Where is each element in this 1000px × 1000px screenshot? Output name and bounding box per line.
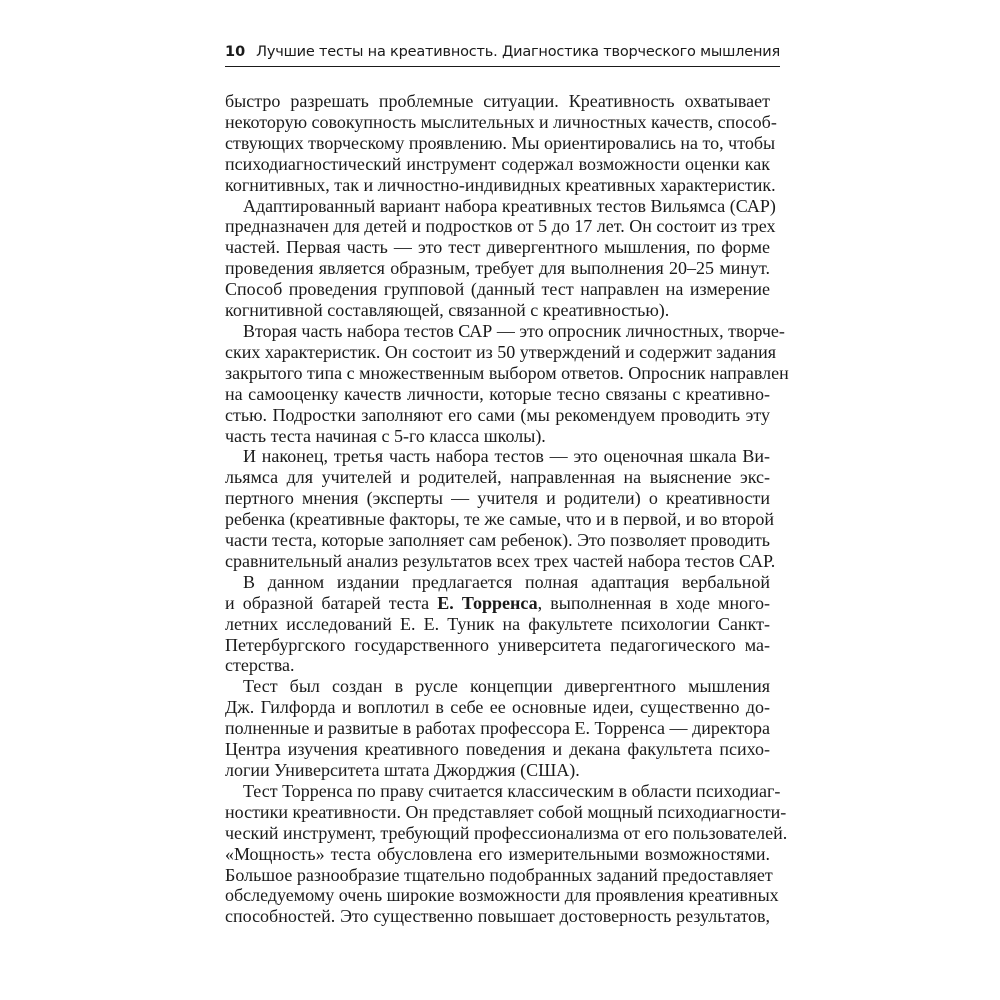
text-run: , выполненная в ходе много- xyxy=(537,592,771,613)
text-run: Петербургского государственного университета педагогического ма- xyxy=(225,634,770,655)
text-line xyxy=(225,216,776,237)
text-run: обследуемому очень широкие возможности для проявления креативных xyxy=(225,885,779,906)
text-line xyxy=(225,405,770,426)
text-line xyxy=(225,635,770,656)
text-line xyxy=(225,195,776,217)
text-line xyxy=(225,885,779,906)
text-run: ностики креативности. Он представляет собой мощный психодиагности- xyxy=(225,801,787,822)
text-line xyxy=(225,864,773,886)
text-line xyxy=(225,111,777,133)
text-line xyxy=(225,550,776,572)
text-line xyxy=(225,446,770,467)
text-line xyxy=(225,341,776,363)
text-line xyxy=(225,801,787,823)
text-run: частей. Первая часть — это тест дивергентного мышления, по форме xyxy=(225,237,770,258)
text-line xyxy=(225,174,776,196)
text-run: стью. Подростки заполняют его сами (мы рекомендуем проводить эту xyxy=(225,404,770,425)
running-header-title: Лучшие тесты на креативность. Диагностика творческого мышления xyxy=(256,44,780,60)
text-run: логии Университета штата Джорджия (США). xyxy=(225,760,580,780)
text-line xyxy=(225,760,770,781)
paragraph xyxy=(225,572,770,677)
text-run: Большое разнообразие тщательно подобранных заданий предоставляет xyxy=(225,864,773,885)
page-number: 10 xyxy=(225,44,246,60)
text-line xyxy=(225,300,770,321)
text-run: «Мощность» теста обусловлена его измерительными возможностями. xyxy=(225,843,770,864)
paragraph xyxy=(225,320,789,446)
text-line xyxy=(225,237,770,258)
text-run: когнитивной составляющей, связанной с креативностью). xyxy=(225,300,670,321)
text-line xyxy=(225,467,770,488)
text-line xyxy=(225,384,770,405)
text-line xyxy=(225,320,785,342)
text-run: ческий инструмент, требующий профессионализма от его пользователей. xyxy=(225,822,788,843)
text-run: когнитивных, так и личностно-индивидных креативных характеристик. xyxy=(225,174,776,195)
text-run: стерства. xyxy=(225,655,295,676)
text-run: Тест Торренса по праву считается классическим в области психодиаг- xyxy=(243,780,781,801)
text-line xyxy=(225,132,776,154)
text-run: предназначен для детей и подростков от 5 до 17 лет. Он состоит из трех xyxy=(225,216,776,237)
text-line xyxy=(225,279,770,300)
text-line xyxy=(225,572,770,593)
text-run: льямса для учителей и родителей, направленная на выяснение экс- xyxy=(225,467,770,488)
running-header xyxy=(225,40,780,67)
text-run: пертного мнения (эксперты — учителя и родители) о креативности xyxy=(225,488,770,509)
text-line xyxy=(225,509,775,530)
text-line xyxy=(225,844,770,865)
text-line xyxy=(225,780,781,802)
paragraph xyxy=(225,676,770,781)
text-run: части теста, которые заполняет сам ребенок). Это позволяет проводить xyxy=(225,530,770,551)
text-line xyxy=(225,697,770,718)
text-run: ствующих творческому проявлению. Мы ориентировались на то, чтобы xyxy=(225,132,776,153)
text-run: Вторая часть набора тестов САР — это опросник личностных, творче- xyxy=(243,320,785,341)
text-run: сравнительный анализ результатов всех трех частей набора тестов САР. xyxy=(225,550,776,571)
text-line xyxy=(225,258,770,279)
text-run: ребенка (креативные факторы, те же самые, что и в первой, и во второй xyxy=(225,509,775,530)
text-run: некоторую совокупность мыслительных и личностных качеств, способ- xyxy=(225,111,777,132)
text-run: проведения является образным, требует для выполнения 20–25 минут. xyxy=(225,258,770,279)
text-run: Дж. Гилфорда и воплотил в себе ее основные идеи, существенно до- xyxy=(225,697,770,718)
paragraph xyxy=(225,780,788,927)
text-run: Тест был создан в русле концепции дивергентного мышления xyxy=(243,676,770,697)
text-line xyxy=(225,822,788,844)
body-text xyxy=(225,91,789,927)
text-run: Адаптированный вариант набора креативных тестов Вильямса (САР) xyxy=(243,195,776,216)
text-line xyxy=(225,614,770,635)
text-line xyxy=(225,739,770,760)
text-line xyxy=(225,362,789,384)
text-line xyxy=(225,676,770,697)
text-run: психодиагностический инструмент содержал возможности оценки как xyxy=(225,153,770,174)
text-line xyxy=(225,655,770,676)
text-line xyxy=(225,426,770,447)
text-line xyxy=(225,91,770,112)
text-run: полненные и развитые в работах профессора Е. Торренса — директора xyxy=(225,718,770,739)
paragraph xyxy=(225,91,777,196)
text-line xyxy=(225,593,770,614)
text-line xyxy=(225,154,770,175)
text-run: И наконец, третья часть набора тестов — это оценочная шкала Ви- xyxy=(243,446,770,467)
text-line xyxy=(225,906,770,927)
text-run: быстро разрешать проблемные ситуации. Креативность охватывает xyxy=(225,91,770,111)
text-run: летних исследований Е. Е. Туник на факультете психологии Санкт- xyxy=(225,613,770,634)
paragraph xyxy=(225,446,776,571)
text-run: закрытого типа с множественным выбором ответов. Опросник направлен xyxy=(225,362,789,383)
text-run: часть теста начиная с 5-го класса школы). xyxy=(225,425,546,446)
text-line xyxy=(225,718,770,739)
text-line xyxy=(225,530,770,551)
text-line xyxy=(225,488,770,509)
text-run: В данном издании предлагается полная адаптация вербальной xyxy=(243,571,770,592)
author-name-bold: Е. Торренса xyxy=(437,592,538,613)
text-run: способностей. Это существенно повышает достоверность результатов, xyxy=(225,906,770,927)
paragraph xyxy=(225,195,776,321)
text-run: на самооценку качеств личности, которые тесно связаны с креативно- xyxy=(225,383,770,404)
text-run: ских характеристик. Он состоит из 50 утверждений и содержит задания xyxy=(225,341,776,362)
text-run: и образной батарей теста xyxy=(225,592,438,613)
text-run: Центра изучения креативного поведения и декана факультета психо- xyxy=(225,739,770,760)
text-run: Способ проведения групповой (данный тест направлен на измерение xyxy=(225,279,770,300)
